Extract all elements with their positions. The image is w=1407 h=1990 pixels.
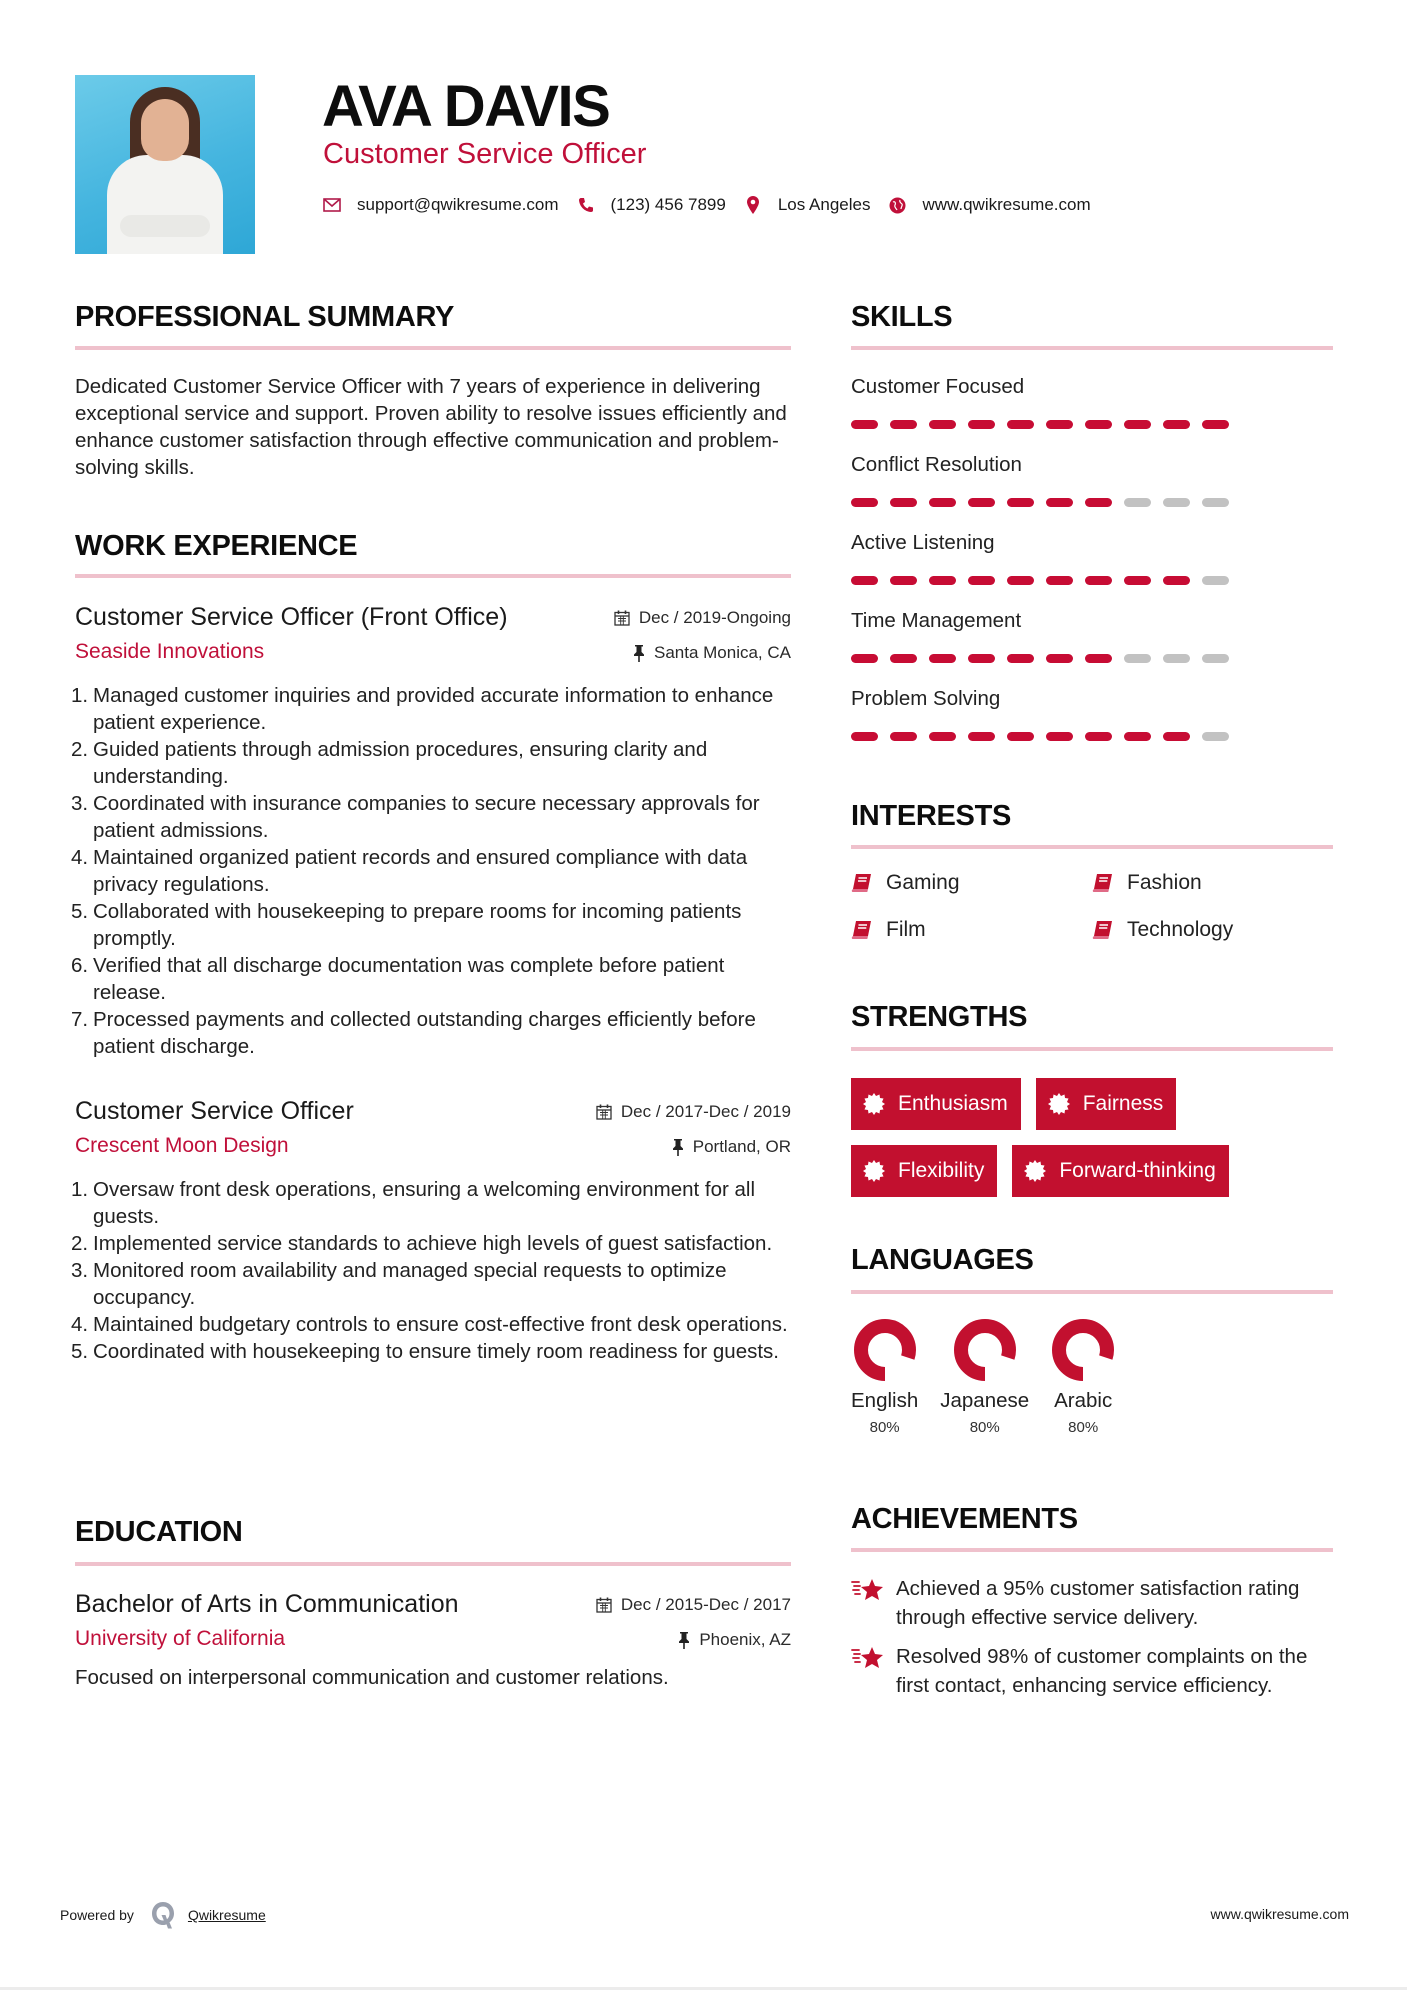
job-location: [633, 642, 791, 664]
strength-label: Flexibility: [898, 1159, 985, 1182]
shooting-star-icon: [851, 1645, 885, 1700]
contact-email[interactable]: [323, 195, 559, 215]
language-name: Japanese: [940, 1389, 1030, 1412]
rating-dash-filled: [1085, 498, 1112, 507]
rating-dash-empty: [1124, 498, 1151, 507]
profile-photo: [75, 75, 255, 254]
skill-item: [851, 608, 1271, 663]
book-icon: [1092, 873, 1113, 893]
education-location-text: Phoenix, AZ: [699, 1630, 791, 1649]
language-name: English: [851, 1389, 919, 1412]
book-icon: [851, 873, 872, 893]
section-divider: [75, 1562, 791, 1566]
calendar-icon: [596, 1104, 612, 1120]
powered-by: [60, 1900, 266, 1930]
section-divider: [75, 574, 791, 578]
rating-dash-filled: [1046, 576, 1073, 585]
rating-dash-filled: [929, 420, 956, 429]
calendar-icon: [614, 610, 630, 626]
list-item: 4. Maintained organized patient records and ensured compliance with data privacy regulations.: [71, 846, 748, 896]
achievement-item: [851, 1574, 1333, 1632]
job-company: Crescent Moon Design: [75, 1134, 289, 1157]
qwikresume-logo-icon: [150, 1900, 176, 1930]
badge-icon: [863, 1160, 885, 1182]
rating-dash-filled: [1124, 732, 1151, 741]
rating-dash-filled: [968, 732, 995, 741]
job-location: [672, 1136, 791, 1158]
rating-dash-filled: [890, 576, 917, 585]
rating-dash-filled: [929, 732, 956, 741]
rating-dash-filled: [890, 498, 917, 507]
footer-website[interactable]: www.qwikresume.com: [1210, 1906, 1349, 1922]
strength-badge: [1036, 1078, 1177, 1130]
list-item: 1. Oversaw front desk operations, ensuring a welcoming environment for all guests.: [71, 1178, 756, 1228]
interest-item: [851, 916, 1092, 944]
rating-dash-filled: [1124, 576, 1151, 585]
rating-dash-filled: [1007, 576, 1034, 585]
skill-name: Active Listening: [851, 531, 995, 554]
rating-dash-empty: [1124, 654, 1151, 663]
section-title-strengths: STRENGTHS: [851, 1001, 1028, 1033]
rating-dash-filled: [851, 732, 878, 741]
pushpin-icon: [633, 645, 645, 662]
rating-dash-filled: [929, 576, 956, 585]
rating-dash-filled: [1085, 654, 1112, 663]
strength-badge: [1012, 1145, 1228, 1197]
list-item: 3. Monitored room availability and managed special requests to optimize occupancy.: [71, 1259, 727, 1309]
interest-label: Technology: [1127, 918, 1234, 941]
education-date: [596, 1594, 791, 1616]
rating-dash-empty: [1202, 576, 1229, 585]
languages-list: [851, 1318, 1137, 1439]
job-entry: [71, 601, 791, 1060]
rating-dash-filled: [1085, 576, 1112, 585]
rating-dash-filled: [890, 732, 917, 741]
section-title-work: WORK EXPERIENCE: [75, 530, 358, 562]
rating-dash-empty: [1202, 732, 1229, 741]
skill-item: [851, 686, 1271, 741]
list-item: 4. Maintained budgetary controls to ensure cost-effective front desk operations.: [71, 1313, 788, 1336]
strength-badge: [851, 1145, 997, 1197]
pushpin-icon: [678, 1632, 690, 1649]
contact-bar: [323, 192, 1109, 218]
skill-name: Problem Solving: [851, 687, 1001, 710]
strengths-list: [851, 1078, 1333, 1212]
job-duties-list: [71, 1176, 791, 1365]
qwikresume-link[interactable]: Qwikresume: [187, 1907, 266, 1923]
list-item: 6. Verified that all discharge documentation was complete before patient release.: [71, 954, 725, 1004]
rating-dash-filled: [1007, 498, 1034, 507]
language-item: [940, 1318, 1029, 1439]
rating-dash-filled: [851, 420, 878, 429]
rating-dash-empty: [1202, 498, 1229, 507]
contact-location-text: Los Angeles: [777, 195, 871, 214]
section-title-education: EDUCATION: [75, 1516, 243, 1548]
rating-dash-filled: [1163, 576, 1190, 585]
job-title: Customer Service Officer (Front Office): [75, 603, 508, 631]
map-pin-icon: [744, 196, 762, 214]
job-company: Seaside Innovations: [75, 640, 265, 663]
list-item: 1. Managed customer inquiries and provided accurate information to enhance patient experience.: [71, 684, 774, 734]
achievements-list: [851, 1574, 1333, 1710]
shooting-star-icon: [851, 1577, 885, 1632]
job-location-text: Portland, OR: [692, 1137, 791, 1156]
job-entry: [71, 1095, 791, 1365]
language-name: Arabic: [1054, 1389, 1113, 1412]
rating-dash-filled: [1124, 420, 1151, 429]
list-item: 2. Implemented service standards to achieve high levels of guest satisfaction.: [71, 1232, 773, 1255]
rating-dash-filled: [890, 420, 917, 429]
rating-dash-empty: [1202, 654, 1229, 663]
language-progress-ring: [953, 1318, 1017, 1382]
interest-item: [1092, 916, 1333, 944]
rating-dash-filled: [1085, 420, 1112, 429]
language-progress-ring: [853, 1318, 917, 1382]
achievement-item: [851, 1642, 1333, 1700]
language-progress-ring: [1051, 1318, 1115, 1382]
job-duties-list: [71, 682, 791, 1060]
phone-icon: [577, 196, 595, 214]
rating-dash-filled: [968, 654, 995, 663]
section-title-interests: INTERESTS: [851, 800, 1012, 832]
rating-dash-filled: [1007, 654, 1034, 663]
section-divider: [851, 845, 1333, 849]
badge-icon: [1048, 1093, 1070, 1115]
rating-dash-filled: [851, 498, 878, 507]
contact-website[interactable]: [888, 195, 1090, 215]
skill-name: Customer Focused: [851, 375, 1025, 398]
list-item: 5. Coordinated with housekeeping to ensure timely room readiness for guests.: [71, 1340, 779, 1363]
envelope-icon: [323, 196, 341, 214]
strength-badge: [851, 1078, 1021, 1130]
rating-dash-filled: [1046, 732, 1073, 741]
rating-dash-empty: [1163, 498, 1190, 507]
book-icon: [851, 920, 872, 940]
achievement-text: Resolved 98% of customer complaints on the first contact, enhancing service efficiency.: [896, 1645, 1308, 1697]
job-date-text: Dec / 2017-Dec / 2019: [620, 1102, 791, 1121]
list-item: 5. Collaborated with housekeeping to prepare rooms for incoming patients promptly.: [71, 900, 742, 950]
rating-dash-filled: [1046, 654, 1073, 663]
language-percent: 80%: [969, 1419, 1000, 1436]
rating-dash-filled: [851, 654, 878, 663]
rating-dash-filled: [1007, 420, 1034, 429]
section-divider: [75, 346, 791, 350]
calendar-icon: [596, 1597, 612, 1613]
strength-label: Enthusiasm: [898, 1092, 1008, 1115]
interest-label: Fashion: [1127, 871, 1202, 894]
achievement-text: Achieved a 95% customer satisfaction rating through effective service delivery.: [896, 1577, 1300, 1629]
rating-dash-filled: [1046, 498, 1073, 507]
contact-website-text: www.qwikresume.com: [922, 195, 1091, 214]
rating-dash-filled: [890, 654, 917, 663]
skill-name: Conflict Resolution: [851, 453, 1022, 476]
skill-name: Time Management: [851, 609, 1022, 632]
section-title-languages: LANGUAGES: [851, 1244, 1034, 1276]
skill-item: [851, 374, 1271, 429]
interest-item: [1092, 869, 1333, 897]
rating-dash-filled: [929, 498, 956, 507]
strength-label: Forward-thinking: [1059, 1159, 1216, 1182]
language-item: [851, 1318, 918, 1439]
strength-label: Fairness: [1082, 1092, 1164, 1115]
section-divider: [851, 1290, 1333, 1294]
skill-rating-bar: [851, 498, 1271, 507]
candidate-title: Customer Service Officer: [323, 138, 647, 170]
book-icon: [1092, 920, 1113, 940]
section-title-achievements: ACHIEVEMENTS: [851, 1503, 1078, 1535]
interest-label: Film: [886, 918, 926, 941]
summary-text: Dedicated Customer Service Officer with 7 years of experience in delivering exceptional service and support. Proven ability to resolve issues efficiently and enhance customer satisfaction through effective communication and problem-solving skills.: [75, 375, 787, 479]
job-location-text: Santa Monica, CA: [653, 643, 791, 662]
powered-by-label: Powered by: [60, 1907, 134, 1923]
list-item: 7. Processed payments and collected outstanding charges efficiently before patient discharge.: [71, 1008, 756, 1058]
rating-dash-filled: [851, 576, 878, 585]
education-date-text: Dec / 2015-Dec / 2017: [620, 1595, 791, 1614]
contact-location: [744, 195, 871, 215]
candidate-name: AVA DAVIS: [322, 74, 610, 139]
skill-rating-bar: [851, 732, 1271, 741]
skill-rating-bar: [851, 420, 1271, 429]
rating-dash-empty: [1163, 654, 1190, 663]
section-divider: [851, 1047, 1333, 1051]
contact-email-text: support@qwikresume.com: [357, 195, 559, 214]
education-description: Focused on interpersonal communication and customer relations.: [75, 1666, 669, 1689]
language-percent: 80%: [1068, 1419, 1099, 1436]
interest-item: [851, 869, 1092, 897]
skill-rating-bar: [851, 576, 1271, 585]
education-location: [678, 1629, 791, 1651]
badge-icon: [863, 1093, 885, 1115]
pushpin-icon: [672, 1139, 684, 1156]
rating-dash-filled: [1163, 732, 1190, 741]
list-item: 3. Coordinated with insurance companies to secure necessary approvals for patient admissions.: [71, 792, 760, 842]
rating-dash-filled: [1085, 732, 1112, 741]
rating-dash-filled: [1007, 732, 1034, 741]
skill-rating-bar: [851, 654, 1271, 663]
interests-grid: [851, 869, 1333, 944]
list-item: 2. Guided patients through admission procedures, ensuring clarity and understanding.: [71, 738, 708, 788]
section-divider: [851, 346, 1333, 350]
globe-icon: [888, 196, 906, 214]
skill-item: [851, 452, 1271, 507]
language-percent: 80%: [869, 1419, 900, 1436]
rating-dash-filled: [968, 420, 995, 429]
section-divider: [851, 1548, 1333, 1552]
rating-dash-filled: [1046, 420, 1073, 429]
rating-dash-filled: [968, 498, 995, 507]
language-item: [1051, 1318, 1115, 1439]
contact-phone-text: (123) 456 7899: [610, 195, 726, 214]
rating-dash-filled: [968, 576, 995, 585]
job-date-text: Dec / 2019-Ongoing: [638, 608, 791, 627]
section-title-summary: PROFESSIONAL SUMMARY: [75, 301, 455, 333]
education-entry: [75, 1588, 791, 1691]
school-name: University of California: [75, 1627, 286, 1650]
interest-label: Gaming: [886, 871, 960, 894]
badge-icon: [1024, 1160, 1046, 1182]
rating-dash-filled: [1163, 420, 1190, 429]
rating-dash-filled: [929, 654, 956, 663]
contact-phone[interactable]: [577, 195, 726, 215]
degree-title: Bachelor of Arts in Communication: [75, 1590, 459, 1618]
rating-dash-filled: [1202, 420, 1229, 429]
section-title-skills: SKILLS: [851, 301, 953, 333]
job-title: Customer Service Officer: [75, 1097, 354, 1125]
skill-item: [851, 530, 1271, 585]
job-date: [614, 607, 791, 629]
job-date: [596, 1101, 791, 1123]
